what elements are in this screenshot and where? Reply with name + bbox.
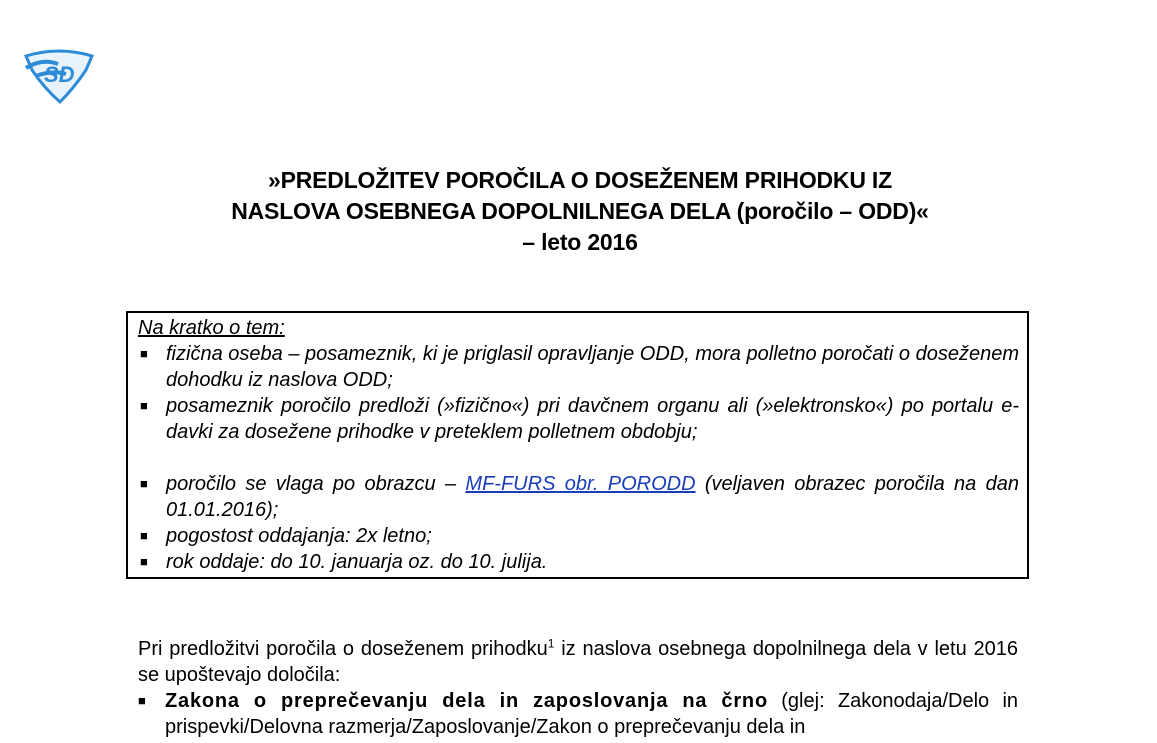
summary-list xyxy=(138,341,1019,575)
bullet-icon: ■ xyxy=(140,346,148,361)
sd-logo xyxy=(22,48,96,104)
title-line-2: NASLOVA OSEBNEGA DOPOLNILNEGA DELA (poročilo – ODD)« xyxy=(231,198,929,224)
bullet-icon: ■ xyxy=(138,693,146,708)
summary-item: ■ pogostost oddajanja: 2x letno; xyxy=(140,525,432,547)
summary-item: ■ posameznik poročilo predloži (»fizično«) pri davčnem organu ali (»elektronsko«) po portalu e-davki za dosežene prihodke v preteklem polletnem obdobju; xyxy=(140,395,1019,443)
law-name: Zakona o preprečevanju dela in zaposlovanja na črno xyxy=(165,690,768,712)
document-title xyxy=(150,165,1010,258)
title-line-1: »PREDLOŽITEV POROČILA O DOSEŽENEM PRIHODKU IZ xyxy=(268,167,892,193)
bullet-icon: ■ xyxy=(140,398,148,413)
body-section xyxy=(138,636,1018,740)
spacer xyxy=(138,445,1019,471)
summary-item: ■ rok oddaje: do 10. januarja oz. do 10. julija. xyxy=(140,551,548,573)
intro-paragraph: Pri predložitvi poročila o doseženem prihodku$^1$ iz naslova osebnega dopolnilnega dela v letu 2016 se upoštevajo določila: xyxy=(138,636,1018,686)
bullet-icon: ■ xyxy=(140,528,148,543)
porodd-form-link[interactable]: MF-FURS obr. PORODD xyxy=(465,473,696,495)
logo-text: SD xyxy=(44,62,75,87)
bullet-icon: ■ xyxy=(140,554,148,569)
law-reference-item: ■ Zakona o preprečevanju dela in zaposlovanja na črno (glej: Zakonodaja/Delo in prispevki/Delovna razmerja/Zaposlovanje/Zakon o preprečevanju dela in xyxy=(138,690,1019,738)
bullet-icon: ■ xyxy=(140,476,148,491)
summary-item: ■ fizična oseba – posameznik, ki je priglasil opravljanje ODD, mora polletno poročati o doseženem dohodku iz naslova ODD; xyxy=(140,343,1019,391)
title-line-3: – leto 2016 xyxy=(522,229,638,255)
footnote-marker[interactable]: 1 xyxy=(547,636,555,651)
summary-box xyxy=(126,311,1029,579)
summary-item: ■ poročilo se vlaga po obrazcu – MF-FURS obr. PORODD (veljaven obrazec poročila na dan 01.01.2016); xyxy=(140,473,1019,521)
summary-heading: Na kratko o tem: xyxy=(138,317,285,339)
